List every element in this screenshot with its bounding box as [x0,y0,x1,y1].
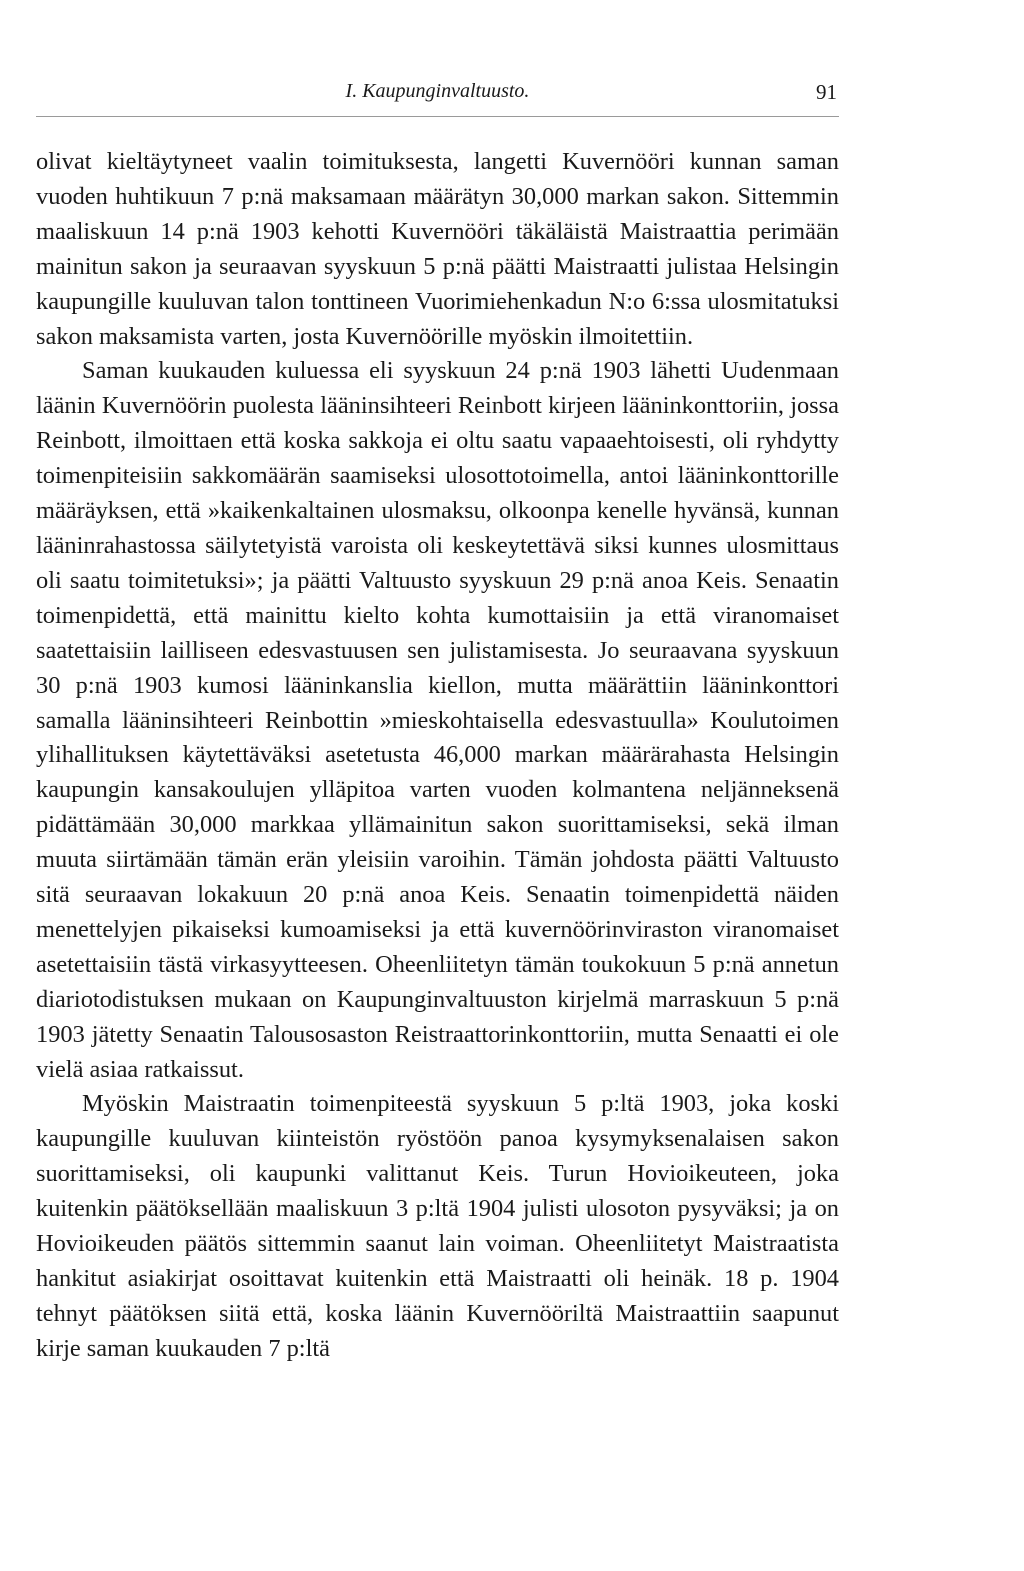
running-head-title: I. Kaupunginvaltuusto. [345,80,530,102]
body-text [36,145,839,1367]
running-head [36,80,839,108]
document-page [36,80,839,1367]
paragraph: Myöskin Maistraatin toimenpiteestä syyskuun 5 p:ltä 1903, joka koski kaupungille kuuluvan kiinteistön ryöstöön panoa kysymyksenalaisen sakon suorittamiseksi, oli kaupunki valittanut Keis. Turun Hovioikeuteen, joka kuitenkin päätöksellään maaliskuun 3 p:ltä 1904 julisti ulosoton pysyväksi; ja on Hovioikeuden päätös sittemmin saanut lain voiman. Oheenliitetyt Maistraatista hankitut asiakirjat osoittavat kuitenkin että Maistraatti oli heinäk. 18 p. 1904 tehnyt päätöksen siitä että, koska läänin Kuvernööriltä Maistraattiin saapunut kirje saman kuukauden 7 p:ltä [36,1090,839,1362]
page-number: 91 [816,80,837,104]
paragraph: olivat kieltäytyneet vaalin toimituksesta, langetti Kuvernööri kunnan saman vuoden huhtikuun 7 p:nä maksamaan määrätyn 30,000 markan sakon. Sittemmin maaliskuun 14 p:nä 1903 kehotti Kuvernööri täkäläistä Maistraattia perimään mainitun sakon ja seuraavan syyskuun 5 p:nä päätti Maistraatti julistaa Helsingin kaupungille kuuluvan talon tonttineen Vuorimiehenkadun N:o 6:ssa ulosmitatuksi sakon maksamista varten, josta Kuvernöörille myöskin ilmoitettiin. [36,148,839,350]
paragraph: Saman kuukauden kuluessa eli syyskuun 24 p:nä 1903 lähetti Uudenmaan läänin Kuvernöörin puolesta lääninsihteeri Reinbott kirjeen lääninkonttoriin, jossa Reinbott, ilmoittaen että koska sakkoja ei oltu saatu vapaaehtoisesti, oli ryhdytty toimenpiteisiin sakkomäärän saamiseksi ulosottotoimella, antoi lääninkonttorille määräyksen, että »kaikenkaltainen ulosmaksu, olkoonpa kenelle hyvänsä, kunnan lääninrahastossa säilytetyistä varoista oli keskeytettävä siksi kunnes ulosmittaus oli saatu toimitetuksi»; ja päätti Valtuusto syyskuun 29 p:nä anoa Keis. Senaatin toimenpidettä, että mainittu kielto kohta kumottaisiin ja että viranomaiset saatettaisiin lailliseen edesvastuusen sen julistamisesta. Jo seuraavana syyskuun 30 p:nä 1903 kumosi lääninkanslia kiellon, mutta määrättiin lääninkonttori samalla lääninsihteeri Reinbottin »mieskohtaisella edesvastuulla» Koulutoimen ylihallituksen käytettäväksi asetetusta 46,000 markan määrärahasta Helsingin kaupungin kansakoulujen ylläpitoa varten vuoden kolmantena neljänneksenä pidättämään 30,000 markkaa yllämainitun sakon suorittamiseksi, sekä ilman muuta siirtämään tämän erän yleisiin varoihin. Tämän johdosta päätti Valtuusto sitä seuraavan lokakuun 20 p:nä anoa Keis. Senaatin toimenpidettä näiden menettelyjen pikaiseksi kumoamiseksi ja että kuvernöörinviraston viranomaiset asetettaisiin tästä virkasyytteesen. Oheenliitetyn tämän toukokuun 5 p:nä annetun diariotodistuksen mukaan on Kaupunginvaltuuston kirjelmä marraskuun 5 p:nä 1903 jätetty Senaatin Talousosaston Reistraattorinkonttoriin, mutta Senaatti ei ole vielä asiaa ratkaissut. [36,357,839,1083]
header-rule [36,116,839,117]
